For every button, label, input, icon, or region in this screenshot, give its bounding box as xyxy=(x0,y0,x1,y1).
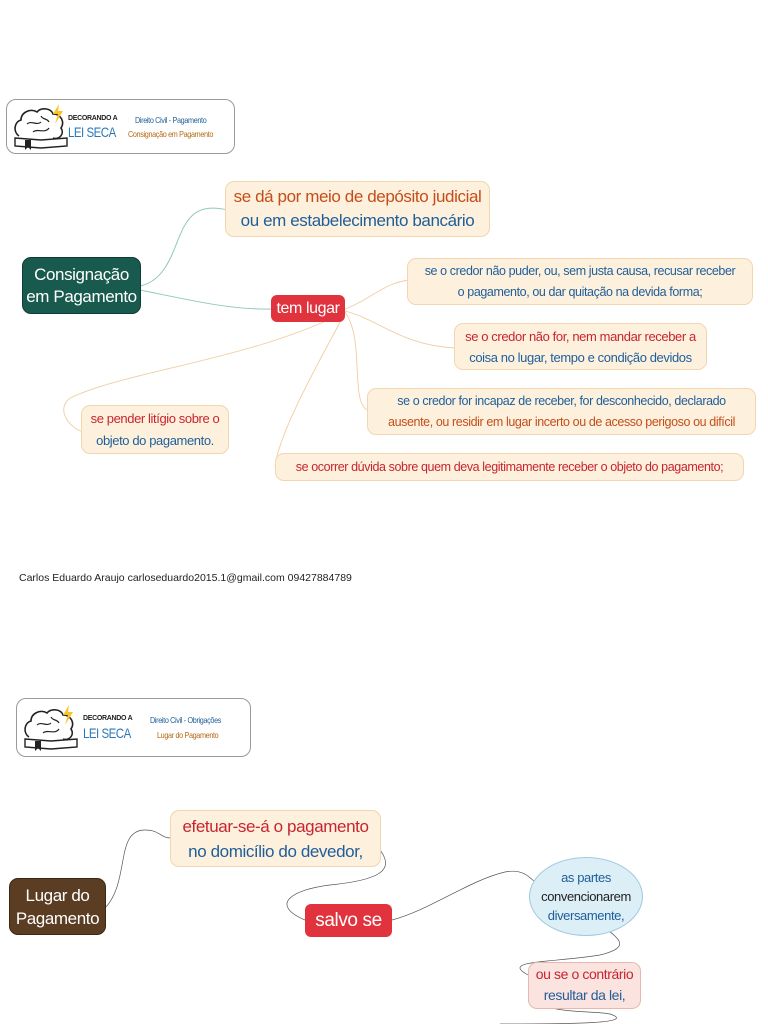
brain-book-icon xyxy=(11,102,71,152)
logo-big-text: LEI SECA xyxy=(83,725,131,741)
node-partes: as partes convencionarem diversamente, xyxy=(529,857,643,936)
node-efetuar: efetuar-se-á o pagamento no domicílio do devedor, xyxy=(170,810,381,867)
root-node-lugar: Lugar do Pagamento xyxy=(9,878,106,935)
branch-nao-puder: se o credor não puder, ou, sem justa causa, recusar receber o pagamento, ou dar quitação na devida forma; xyxy=(407,258,753,305)
hub-salvo-se: salvo se xyxy=(305,904,392,937)
node-contrario: ou se o contrário resultar da lei, xyxy=(528,962,641,1009)
author-credit: Carlos Eduardo Araujo carloseduardo2015.1@gmail.com 09427884789 xyxy=(19,572,352,584)
logo-small-text: DECORANDO A xyxy=(83,715,133,722)
logo-topic: Consignação em Pagamento xyxy=(128,129,214,139)
node-deposito: se dá por meio de depósito judicial ou em estabelecimento bancário xyxy=(225,181,490,237)
logo-badge xyxy=(6,99,235,154)
logo-subject: Direito Civil - Obrigações xyxy=(150,715,222,725)
logo-subject: Direito Civil - Pagamento xyxy=(135,115,207,125)
branch-incapaz: se o credor for incapaz de receber, for desconhecido, declarado ausente, ou residir em lugar incerto ou de acesso perigoso ou difícil xyxy=(367,388,756,435)
logo-big-text: LEI SECA xyxy=(68,124,116,140)
logo-badge-2 xyxy=(16,698,251,757)
logo-small-text: DECORANDO A xyxy=(68,115,118,122)
branch-litigio: se pender litígio sobre o objeto do pagamento. xyxy=(81,405,229,454)
branch-nao-for: se o credor não for, nem mandar receber a coisa no lugar, tempo e condição devidos xyxy=(454,323,707,370)
logo-topic: Lugar do Pagamento xyxy=(157,730,219,740)
branch-duvida: se ocorrer dúvida sobre quem deva legitimamente receber o objeto do pagamento; xyxy=(275,453,744,481)
root-node-consignacao: Consignação em Pagamento xyxy=(22,257,141,314)
brain-book-icon xyxy=(21,702,81,754)
hub-tem-lugar: tem lugar xyxy=(271,295,345,322)
